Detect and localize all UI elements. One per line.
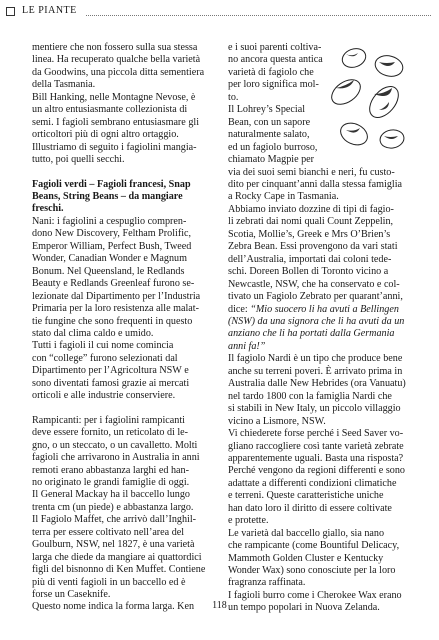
text-line: dell’Australia, importati dai coloni tede- xyxy=(228,253,392,265)
text-line: Rampicanti: per i fagiolini rampicanti xyxy=(32,414,185,426)
left-paragraph-1 xyxy=(32,42,232,167)
text-line: Primaria per la loro resistenza alle malat- xyxy=(32,303,199,315)
header-dotted-rule xyxy=(86,15,431,16)
left-paragraph-3 xyxy=(32,415,232,614)
text-line: per loro significa mol- xyxy=(228,79,319,91)
text-line: deve essere fornito, un reticolato di le- xyxy=(32,427,189,439)
text-line: un altro entusiasmante collezionista di xyxy=(32,104,188,116)
right-paragraph-1 xyxy=(228,42,418,353)
page-header xyxy=(6,4,431,20)
text-line: ed un fagiolo burroso, xyxy=(228,141,318,153)
text-line: tutto, poi quelli secchi. xyxy=(32,154,125,166)
text-line: han dato loro il diritto di essere coltivate xyxy=(228,502,392,514)
text-line: e terreni. Queste caratteristiche uniche xyxy=(228,490,384,502)
text-line: Il Lohrey’s Special xyxy=(228,104,306,116)
text-line: Il Fagiolo Maffet, che arrivò dall’Inghil- xyxy=(32,514,197,526)
text-line: Emperor William, Perfect Bush, Tweed xyxy=(32,240,192,252)
text-line: tie fungine che sono frequenti in questo xyxy=(32,315,193,327)
text-line: remoti erano abbastanza larghi ed han- xyxy=(32,464,189,476)
text-line: adattate a differenti condizioni climatiche xyxy=(228,477,397,489)
text-line: anche su terreni poveri. È arrivato prima in xyxy=(228,365,403,377)
text-line: I fagioli burro come i Cherokee Wax erano xyxy=(228,589,402,601)
text-line: Dipartimento per l’Agricoltura NSW e xyxy=(32,365,189,377)
text-line: dono New Discovery, Feltham Prolific, xyxy=(32,228,192,240)
text-line: si stabilì in New Italy, un piccolo villaggio xyxy=(228,403,401,415)
text-line: Vi chiederete forse perché i Seed Saver vo- xyxy=(228,428,404,440)
text-line: no originato le grandi famiglie di oggi. xyxy=(32,476,190,488)
header-box-icon xyxy=(6,7,15,16)
text-line: schi. Doreen Bollen di Toronto vicino a xyxy=(228,266,389,278)
text-line: orticoltori più di ogni altro ortaggio. xyxy=(32,129,179,141)
text-line: che rampicante (come Bountiful Delicacy, xyxy=(228,540,400,552)
text-line: della Tasmania. xyxy=(32,79,96,91)
text-line: Tutti i fagioli il cui nome comincia xyxy=(32,340,174,352)
text-line: Bonum. Nel Queensland, le Redlands xyxy=(32,265,185,277)
text-line: linea. Ha recuperato qualche bella varietà xyxy=(32,54,201,66)
heading-line: Fagioli verdi – Fagioli francesi, Snap xyxy=(32,178,191,190)
text-line: chiamato Magpie per xyxy=(228,154,315,166)
text-line: gliano raccogliere così tante varietà zebrate xyxy=(228,440,404,452)
text-line: Illustriamo di seguito i fagiolini mangia- xyxy=(32,141,197,153)
text-line: via dei suoi semi bianchi e neri, fu custo- xyxy=(228,166,395,178)
text-line: orticoli e alle industrie conserviere. xyxy=(32,390,176,402)
text-line: fagioli che arrivarono in Australia in anni xyxy=(32,452,200,464)
text-line: mentiere che non fossero sulla sua stessa xyxy=(32,42,198,53)
text-line: figli del bisnonno di Ken Muffet. Contiene xyxy=(32,564,206,576)
text-line: forse un Caseknife. xyxy=(32,589,111,601)
text-line: Il fagiolo Nardi è un tipo che produce bene xyxy=(228,353,403,365)
text-line: semi. I fagioli sembrano entusiasmare gli xyxy=(32,116,200,128)
heading-line: freschi. xyxy=(32,203,64,215)
text-line: gno, o un steccato, o un cavalletto. Molti xyxy=(32,439,198,451)
text-line: varietà di fagiolo che xyxy=(228,66,314,78)
text-line: Newcastle, NSW, che ha conservato e col- xyxy=(228,278,400,290)
text-line: tivato un Fagiolo Zebrato per quarant’anni, xyxy=(228,291,403,303)
text-line: larga che diede da mangiare ai quattordici xyxy=(32,551,202,563)
section-heading xyxy=(32,179,232,216)
quote-text: anziano che li ha portati dalla Germania xyxy=(228,328,395,340)
left-paragraph-2 xyxy=(32,216,232,403)
text-line: dito per cinquant’anni dalla stessa famiglia xyxy=(228,178,403,190)
text-line: sono diventati famosi grazie ai mercati xyxy=(32,377,190,389)
text-line: Le varietà dal baccello giallo, sia nano xyxy=(228,527,385,539)
text-line: Nani: i fagiolini a cespuglio compren- xyxy=(32,215,187,227)
text-line: to. xyxy=(228,91,239,103)
text-line: e protette. xyxy=(228,515,269,527)
text-line: Scotia, Mollie’s, Greek e Mrs O’Brien’s xyxy=(228,228,391,240)
text-line: Questo nome indica la forma larga. Ken xyxy=(32,601,195,613)
page-number: 118 xyxy=(212,600,227,611)
text-line: Goulburn, NSW, nel 1827, è una varietà xyxy=(32,539,195,551)
quote-line-1 xyxy=(228,304,418,316)
text-line: li zebrati dai nomi quali Count Zeppelin, xyxy=(228,216,394,228)
section-title: LE PIANTE xyxy=(22,5,77,16)
text-line: lezionate dal Dipartimento per l’Industria xyxy=(32,290,201,302)
text-line: vicino a Lismore, NSW. xyxy=(228,415,326,427)
right-paragraph-2 xyxy=(228,353,418,615)
text-line: Perché vengono da regioni differenti e sono xyxy=(228,465,405,477)
text-line: Wonder, Canadian Wonder e Magnum xyxy=(32,253,187,265)
text-line: terra per essere coltivato nell’area del xyxy=(32,526,185,538)
text-line: trenta cm (un piede) e abbastanza largo. xyxy=(32,501,194,513)
text-line: e i suoi parenti coltiva- xyxy=(228,42,322,53)
text-line: Il General Mackay ha il baccello lungo xyxy=(32,489,190,501)
text-line: naturalmente salato, xyxy=(228,129,310,141)
heading-line: Beans, String Beans – da mangiare xyxy=(32,190,183,202)
text-line: nel tardo 1800 con la famiglia Nardi che xyxy=(228,390,392,402)
text-line: Australia dalle New Hebrides (ora Vanuatu) xyxy=(228,378,406,390)
text-line: no ancora questa antica xyxy=(228,54,323,66)
text-line: Bill Hanking, nelle Montagne Nevose, è xyxy=(32,91,196,103)
text-line: stato dal clima caldo e umido. xyxy=(32,327,154,339)
quote-text: (NSW) da una signora che li ha avuti da un xyxy=(228,315,405,327)
text-line: a Rocky Cape in Tasmania. xyxy=(228,191,339,203)
text-line: Abbiamo inviato dozzine di tipi di fagio- xyxy=(228,203,394,215)
text-line: Beauty e Redlands Greenleaf furono se- xyxy=(32,278,195,290)
quote-text: anni fa!” xyxy=(228,340,266,352)
right-column xyxy=(228,42,418,615)
quote-text: “Mio suocero li ha avuti a Bellingen xyxy=(250,303,399,315)
text-line: con “college” furono selezionati dal xyxy=(32,352,178,364)
text-line: apparentemente uguali. Basta una risposta? xyxy=(228,452,404,464)
left-column xyxy=(32,42,232,614)
text-line: Zebra Bean. Essi provengono da vari stati xyxy=(228,241,398,253)
text-line: fragranza raffinata. xyxy=(228,577,306,589)
text-line: un tempo popolari in Nuova Zelanda. xyxy=(228,602,380,614)
text-line: Mammoth Golden Cluster e Kentucky xyxy=(228,552,384,564)
text-line: più di venti fagioli in un baccello ed è xyxy=(32,576,186,588)
text-line: da Goodwins, una piccola ditta sementiera xyxy=(32,66,205,78)
text-line: Bean, con un sapore xyxy=(228,116,311,128)
text-line: Wonder Wax) sono conosciute per la loro xyxy=(228,565,396,577)
text-line: dice: xyxy=(228,303,248,315)
